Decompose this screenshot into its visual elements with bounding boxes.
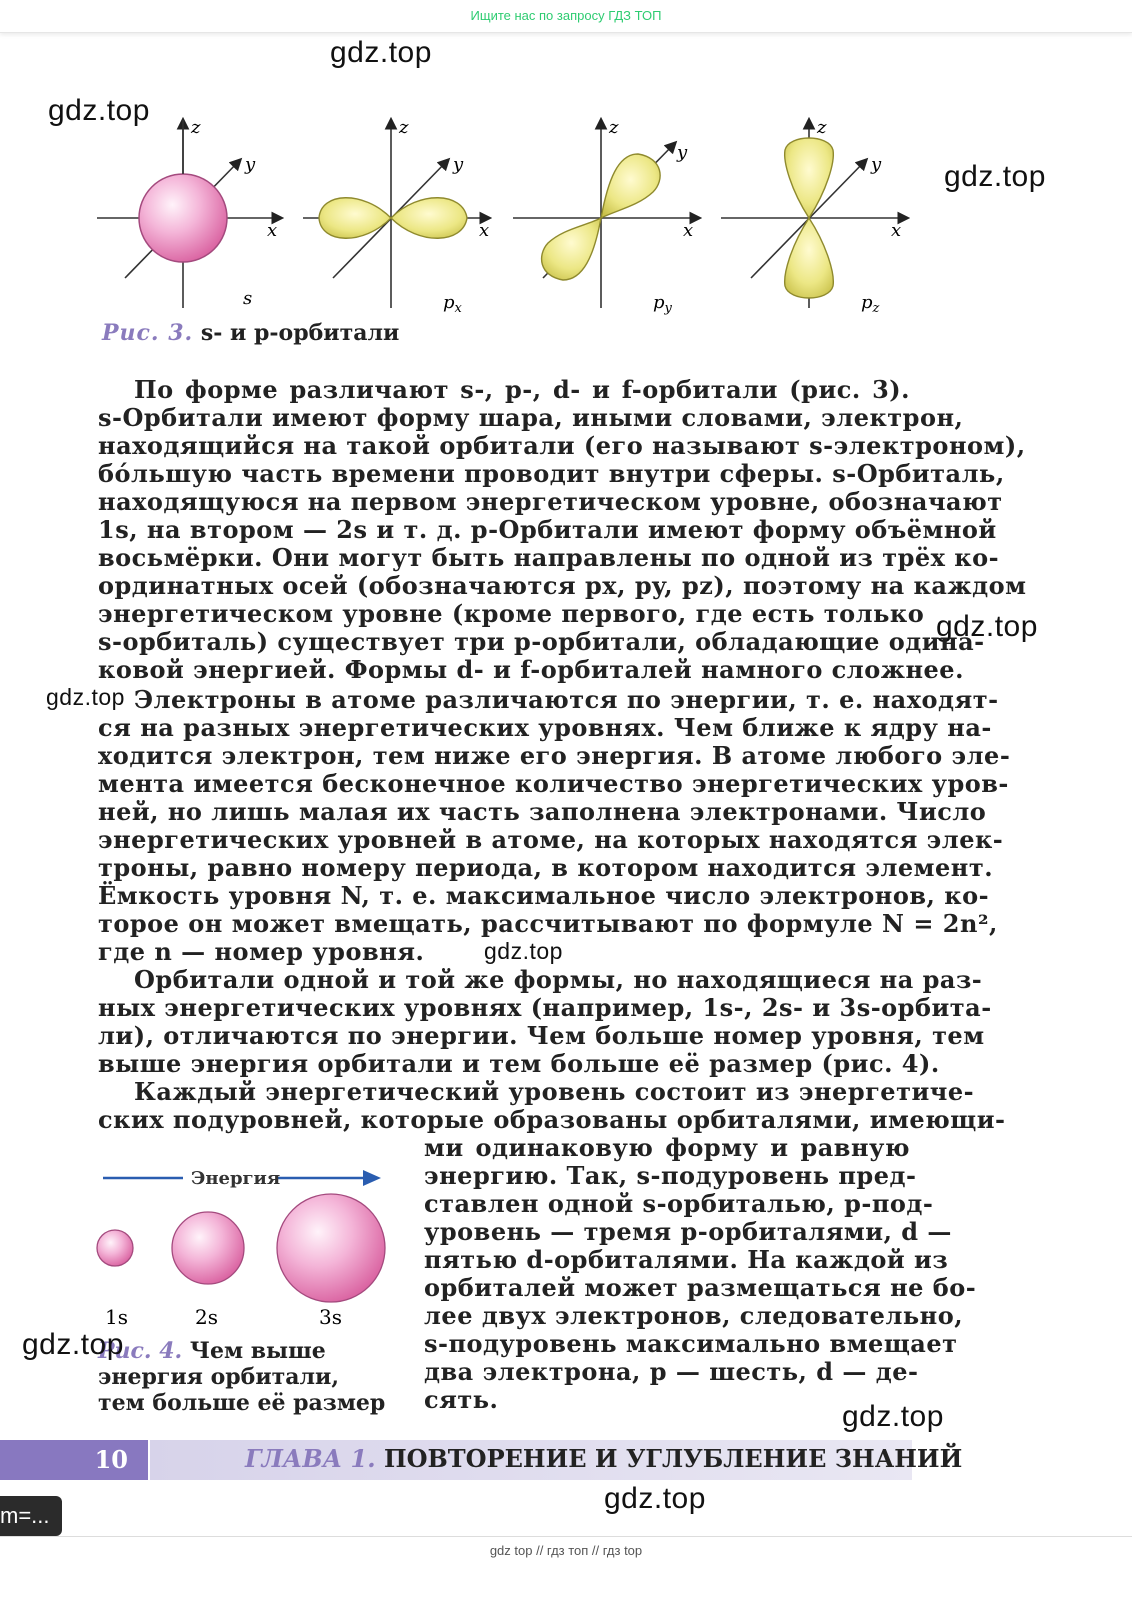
text-line: ских подуровней, которые образованы орбиталями, имеющи- bbox=[98, 1105, 1006, 1134]
watermark: gdz.top bbox=[842, 1400, 944, 1433]
text-line: ся на разных энергетических уровнях. Чем ближе к ядру на- bbox=[98, 713, 992, 742]
figure-3-orbitals bbox=[95, 110, 935, 320]
svg-text:y: y bbox=[677, 142, 688, 163]
svg-text:x: x bbox=[683, 220, 694, 241]
text-line: энергетическом уровне (кроме первого, где есть только bbox=[98, 599, 925, 628]
page-number: 10 bbox=[0, 1440, 148, 1480]
axis-x-label: x bbox=[267, 220, 278, 241]
text-line: 1s, на втором — 2s и т. д. p-Орбитали имеют форму объёмной bbox=[98, 515, 997, 544]
orbital-label-s: s bbox=[243, 288, 253, 309]
text-line: Орбитали одной и той же формы, но находящиеся на раз- bbox=[134, 965, 983, 994]
svg-text:z: z bbox=[609, 117, 619, 138]
text-line: ковой энергией. Формы d- и f-орбиталей намного сложнее. bbox=[98, 655, 964, 684]
text-line: s-подуровень максимально вмещает bbox=[424, 1329, 958, 1358]
text-line: s-Орбитали имеют форму шара, иными словами, электрон, bbox=[98, 403, 964, 432]
figure-3-caption bbox=[102, 320, 399, 346]
text-line: находящуюся на первом энергетическом уровне, обозначают bbox=[98, 487, 1003, 516]
paragraph-sublevels bbox=[98, 1077, 1006, 1134]
svg-text:x: x bbox=[479, 220, 490, 241]
orbital-label-py: $p_y$ bbox=[653, 292, 672, 316]
text-line: где n — номер уровня. bbox=[98, 937, 425, 966]
orbital-2s bbox=[172, 1212, 244, 1284]
text-line: выше энергия орбитали и тем больше её размер (рис. 4). bbox=[98, 1049, 940, 1078]
text-line: лее двух электронов, следовательно, bbox=[424, 1301, 964, 1330]
text-line: торое он может вмещать, рассчитывают по формуле N = 2n², bbox=[98, 909, 998, 938]
text-line: мента имеется бесконечное количество энергетических уров- bbox=[98, 769, 1009, 798]
text-line: ходится электрон, тем ниже его энергия. В атоме любого эле- bbox=[98, 741, 1011, 770]
watermark: gdz.top bbox=[46, 684, 125, 710]
text-line: ней, но лишь малая их часть заполнена электронами. Число bbox=[98, 797, 987, 826]
orbital-label-pz: $p_z$ bbox=[861, 292, 880, 316]
energy-arrow-label: Энергия bbox=[191, 1168, 281, 1189]
top-banner-bar bbox=[0, 0, 1132, 33]
figure-4-energy-sizes bbox=[95, 1160, 395, 1335]
svg-text:y: y bbox=[453, 154, 464, 175]
text-line: ми одинаковую форму и равную bbox=[424, 1133, 910, 1162]
text-line: s-орбиталь) существует три p-орбитали, обладающие одина- bbox=[98, 627, 985, 656]
text-line: ных энергетических уровнях (например, 1s-, 2s- и 3s-орбита- bbox=[98, 993, 992, 1022]
chapter-label: ГЛАВА 1. bbox=[245, 1444, 376, 1473]
chapter-title-text: ПОВТОРЕНИЕ И УГЛУБЛЕНИЕ ЗНАНИЙ bbox=[375, 1444, 963, 1473]
px-orbital-diagram bbox=[303, 117, 489, 316]
pz-orbital-diagram bbox=[721, 117, 907, 316]
text-line: находящийся на такой орбитали (его называют s-электроном), bbox=[98, 431, 1026, 460]
text-line: По форме различают s-, p-, d- и f-орбитали (рис. 3). bbox=[134, 375, 910, 404]
text-line: два электрона, p — шесть, d — де- bbox=[424, 1357, 919, 1386]
caption-line: энергия орбитали, bbox=[98, 1364, 340, 1390]
svg-text:z: z bbox=[817, 117, 827, 138]
top-banner-text[interactable]: Ищите нас по запросу ГДЗ ТОП bbox=[470, 8, 662, 23]
text-line: Электроны в атоме различаются по энергии, т. е. находят- bbox=[134, 685, 999, 714]
text-line: энергию. Так, s-подуровень пред- bbox=[424, 1161, 917, 1190]
page-footer bbox=[0, 1440, 1132, 1480]
orbital-1s bbox=[97, 1230, 133, 1266]
orbital-label-px: $p_x$ bbox=[443, 292, 462, 316]
caption-line: Чем выше bbox=[182, 1338, 326, 1364]
watermark: gdz.top bbox=[48, 94, 150, 127]
text-line: энергетических уровней в атоме, на которых находятся элек- bbox=[98, 825, 1004, 854]
svg-text:y: y bbox=[871, 154, 882, 175]
axis-z-label: z bbox=[191, 117, 201, 138]
orbital-3s bbox=[277, 1194, 385, 1302]
paragraph-energy-levels bbox=[98, 685, 1011, 966]
figure-3-caption-label: Рис. 3. bbox=[102, 320, 194, 346]
chapter-title bbox=[245, 1440, 962, 1478]
s-orbital-sphere bbox=[139, 174, 227, 262]
paragraph-orbital-energy bbox=[98, 965, 992, 1078]
figure-4-caption bbox=[98, 1338, 385, 1416]
text-line: ли), отличаются по энергии. Чем больше номер уровня, тем bbox=[98, 1021, 985, 1050]
text-line: Каждый энергетический уровень состоит из энергетиче- bbox=[134, 1077, 975, 1106]
py-orbital-diagram bbox=[513, 117, 699, 316]
text-line: троны, равно номеру периода, в котором находится элемент. bbox=[98, 853, 994, 882]
orbital-label-3s: 3s bbox=[319, 1305, 342, 1329]
orbital-label-1s: 1s bbox=[105, 1305, 128, 1329]
watermark: gdz.top bbox=[936, 610, 1038, 643]
text-line: восьмёрки. Они могут быть направлены по одной из трёх ко- bbox=[98, 543, 1000, 572]
watermark: gdz.top bbox=[22, 1328, 124, 1361]
overlay-pill[interactable]: m=... bbox=[0, 1496, 62, 1536]
watermark: gdz.top bbox=[604, 1482, 706, 1515]
bottom-bar bbox=[0, 1536, 1132, 1606]
text-line: уровень — тремя p-орбиталями, d — bbox=[424, 1217, 952, 1246]
text-line: орбиталей может размещаться не бо- bbox=[424, 1273, 977, 1302]
caption-line: тем больше её размер bbox=[98, 1390, 386, 1416]
text-line: пятью d-орбиталями. На каждой из bbox=[424, 1245, 949, 1274]
svg-text:z: z bbox=[399, 117, 409, 138]
figure-3-caption-text: s- и p-орбитали bbox=[193, 320, 400, 346]
text-line: ординатных осей (обозначаются px, py, pz), поэтому на каждом bbox=[98, 571, 1027, 600]
watermark: gdz.top bbox=[944, 160, 1046, 193]
watermark: gdz.top bbox=[330, 36, 432, 69]
figure-4-caption-label: Рис. 4. bbox=[98, 1338, 183, 1364]
text-line: ставлен одной s-орбиталью, p-под- bbox=[424, 1189, 934, 1218]
watermark: gdz.top bbox=[484, 938, 563, 964]
axis-y-label: y bbox=[245, 154, 256, 175]
orbital-label-2s: 2s bbox=[195, 1305, 218, 1329]
text-line: сять. bbox=[424, 1385, 499, 1414]
s-orbital-diagram bbox=[97, 117, 281, 309]
paragraph-sublevels-continued bbox=[424, 1133, 977, 1414]
bottom-links[interactable]: gdz top // гдз топ // гдз top bbox=[489, 1543, 643, 1558]
svg-text:x: x bbox=[891, 220, 902, 241]
text-line: Ёмкость уровня N, т. е. максимальное число электронов, ко- bbox=[98, 881, 990, 910]
text-line: бо́льшую часть времени проводит внутри сферы. s-Орбиталь, bbox=[98, 459, 1005, 488]
